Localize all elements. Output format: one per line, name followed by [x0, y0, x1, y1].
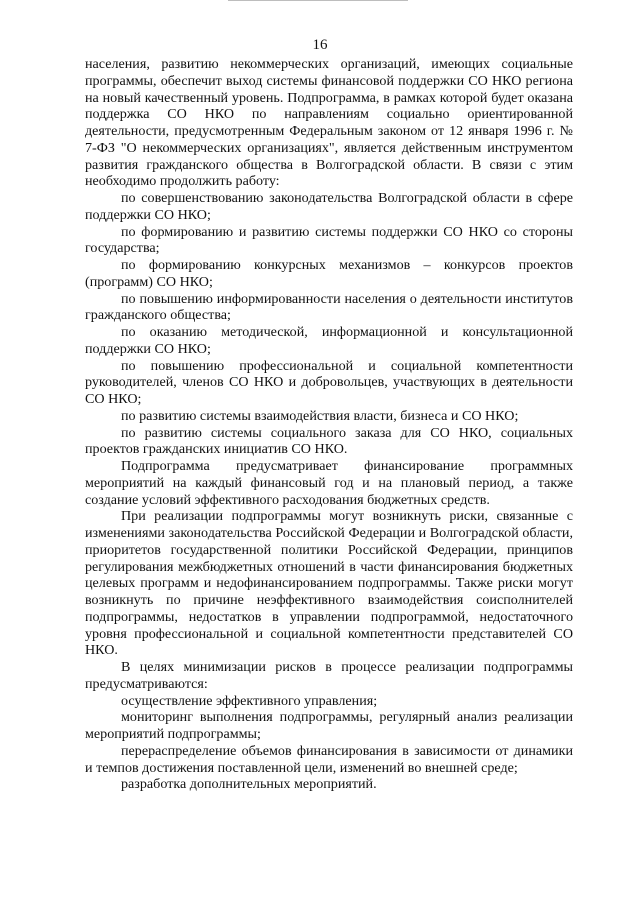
list-item-methodical-support: по оказанию методической, информационной и консультационной поддержки СО НКО; — [85, 324, 573, 357]
paragraph-risks: При реализации подпрограммы могут возникнуть риски, связанные с изменениями законодательства Российской Федерации и Волгоградской области, приоритетов государственной политики Российской Федерации, принципов регулирования межбюджетных отношений в части финансирования бюджетных целевых программ и недофинансированием подпрограммы. Также риски могут возникнуть по причине неэффективного взаимодействия соисполнителей подпрограммы, недостатков в управлении подпрограммой, недостаточного уровня профессиональной и социальной компетентности представителей СО НКО. — [85, 508, 573, 659]
list-item-legislation: по совершенствованию законодательства Волгоградской области в сфере поддержки СО НКО; — [85, 190, 573, 223]
list-item-management: осуществление эффективного управления; — [121, 692, 378, 709]
list-item-awareness: по повышению информированности населения о деятельности институтов гражданского общества; — [85, 290, 573, 324]
list-item-interaction: по развитию системы взаимодействия власти, бизнеса и СО НКО; — [121, 407, 519, 424]
paragraph-continuation: населения, развитию некоммерческих организаций, имеющих социальные программы, обеспечит выход системы финансовой поддержки СО НКО региона на новый качественный уровень. Подпрограмма, в рамках которой будет оказана поддержка СО НКО по направлениям социально ориентированной деятельности, предусмотренным Федеральным законом от 12 января 1996 г. № 7-ФЗ "О некоммерческих организациях", является действенным инструментом развития гражданского общества в Волгоградской области. В связи с этим необходимо продолжить работу: — [85, 56, 573, 190]
list-item-competitions: по формированию конкурсных механизмов – конкурсов проектов (программ) СО НКО; — [85, 257, 573, 290]
list-item-support-system: по формированию и развитию системы поддержки СО НКО со стороны государства; — [85, 223, 573, 257]
document-body — [85, 56, 573, 793]
top-edge-mark — [228, 0, 408, 5]
list-item-competence: по повышению профессиональной и социальной компетентности руководителей, членов СО НКО и добровольцев, участвующих в деятельности СО НКО; — [85, 357, 573, 407]
list-item-redistribution: перераспределение объемов финансирования в зависимости от динамики и темпов достижения поставленной цели, изменений во внешней среде; — [85, 742, 573, 776]
paragraph-risk-minimization: В целях минимизации рисков в процессе реализации подпрограммы предусматриваются: — [85, 659, 573, 692]
list-item-social-order: по развитию системы социального заказа для СО НКО, социальных проектов гражданских инициатив СО НКО. — [85, 424, 573, 458]
paragraph-financing: Подпрограмма предусматривает финансирование программных мероприятий на каждый финансовый год и на плановый период, а также создание условий эффективного расходования бюджетных средств. — [85, 458, 573, 508]
list-item-monitoring: мониторинг выполнения подпрограммы, регулярный анализ реализации мероприятий подпрограммы; — [85, 709, 573, 742]
page-number: 16 — [312, 37, 328, 53]
list-item-additional-measures: разработка дополнительных мероприятий. — [121, 776, 377, 793]
